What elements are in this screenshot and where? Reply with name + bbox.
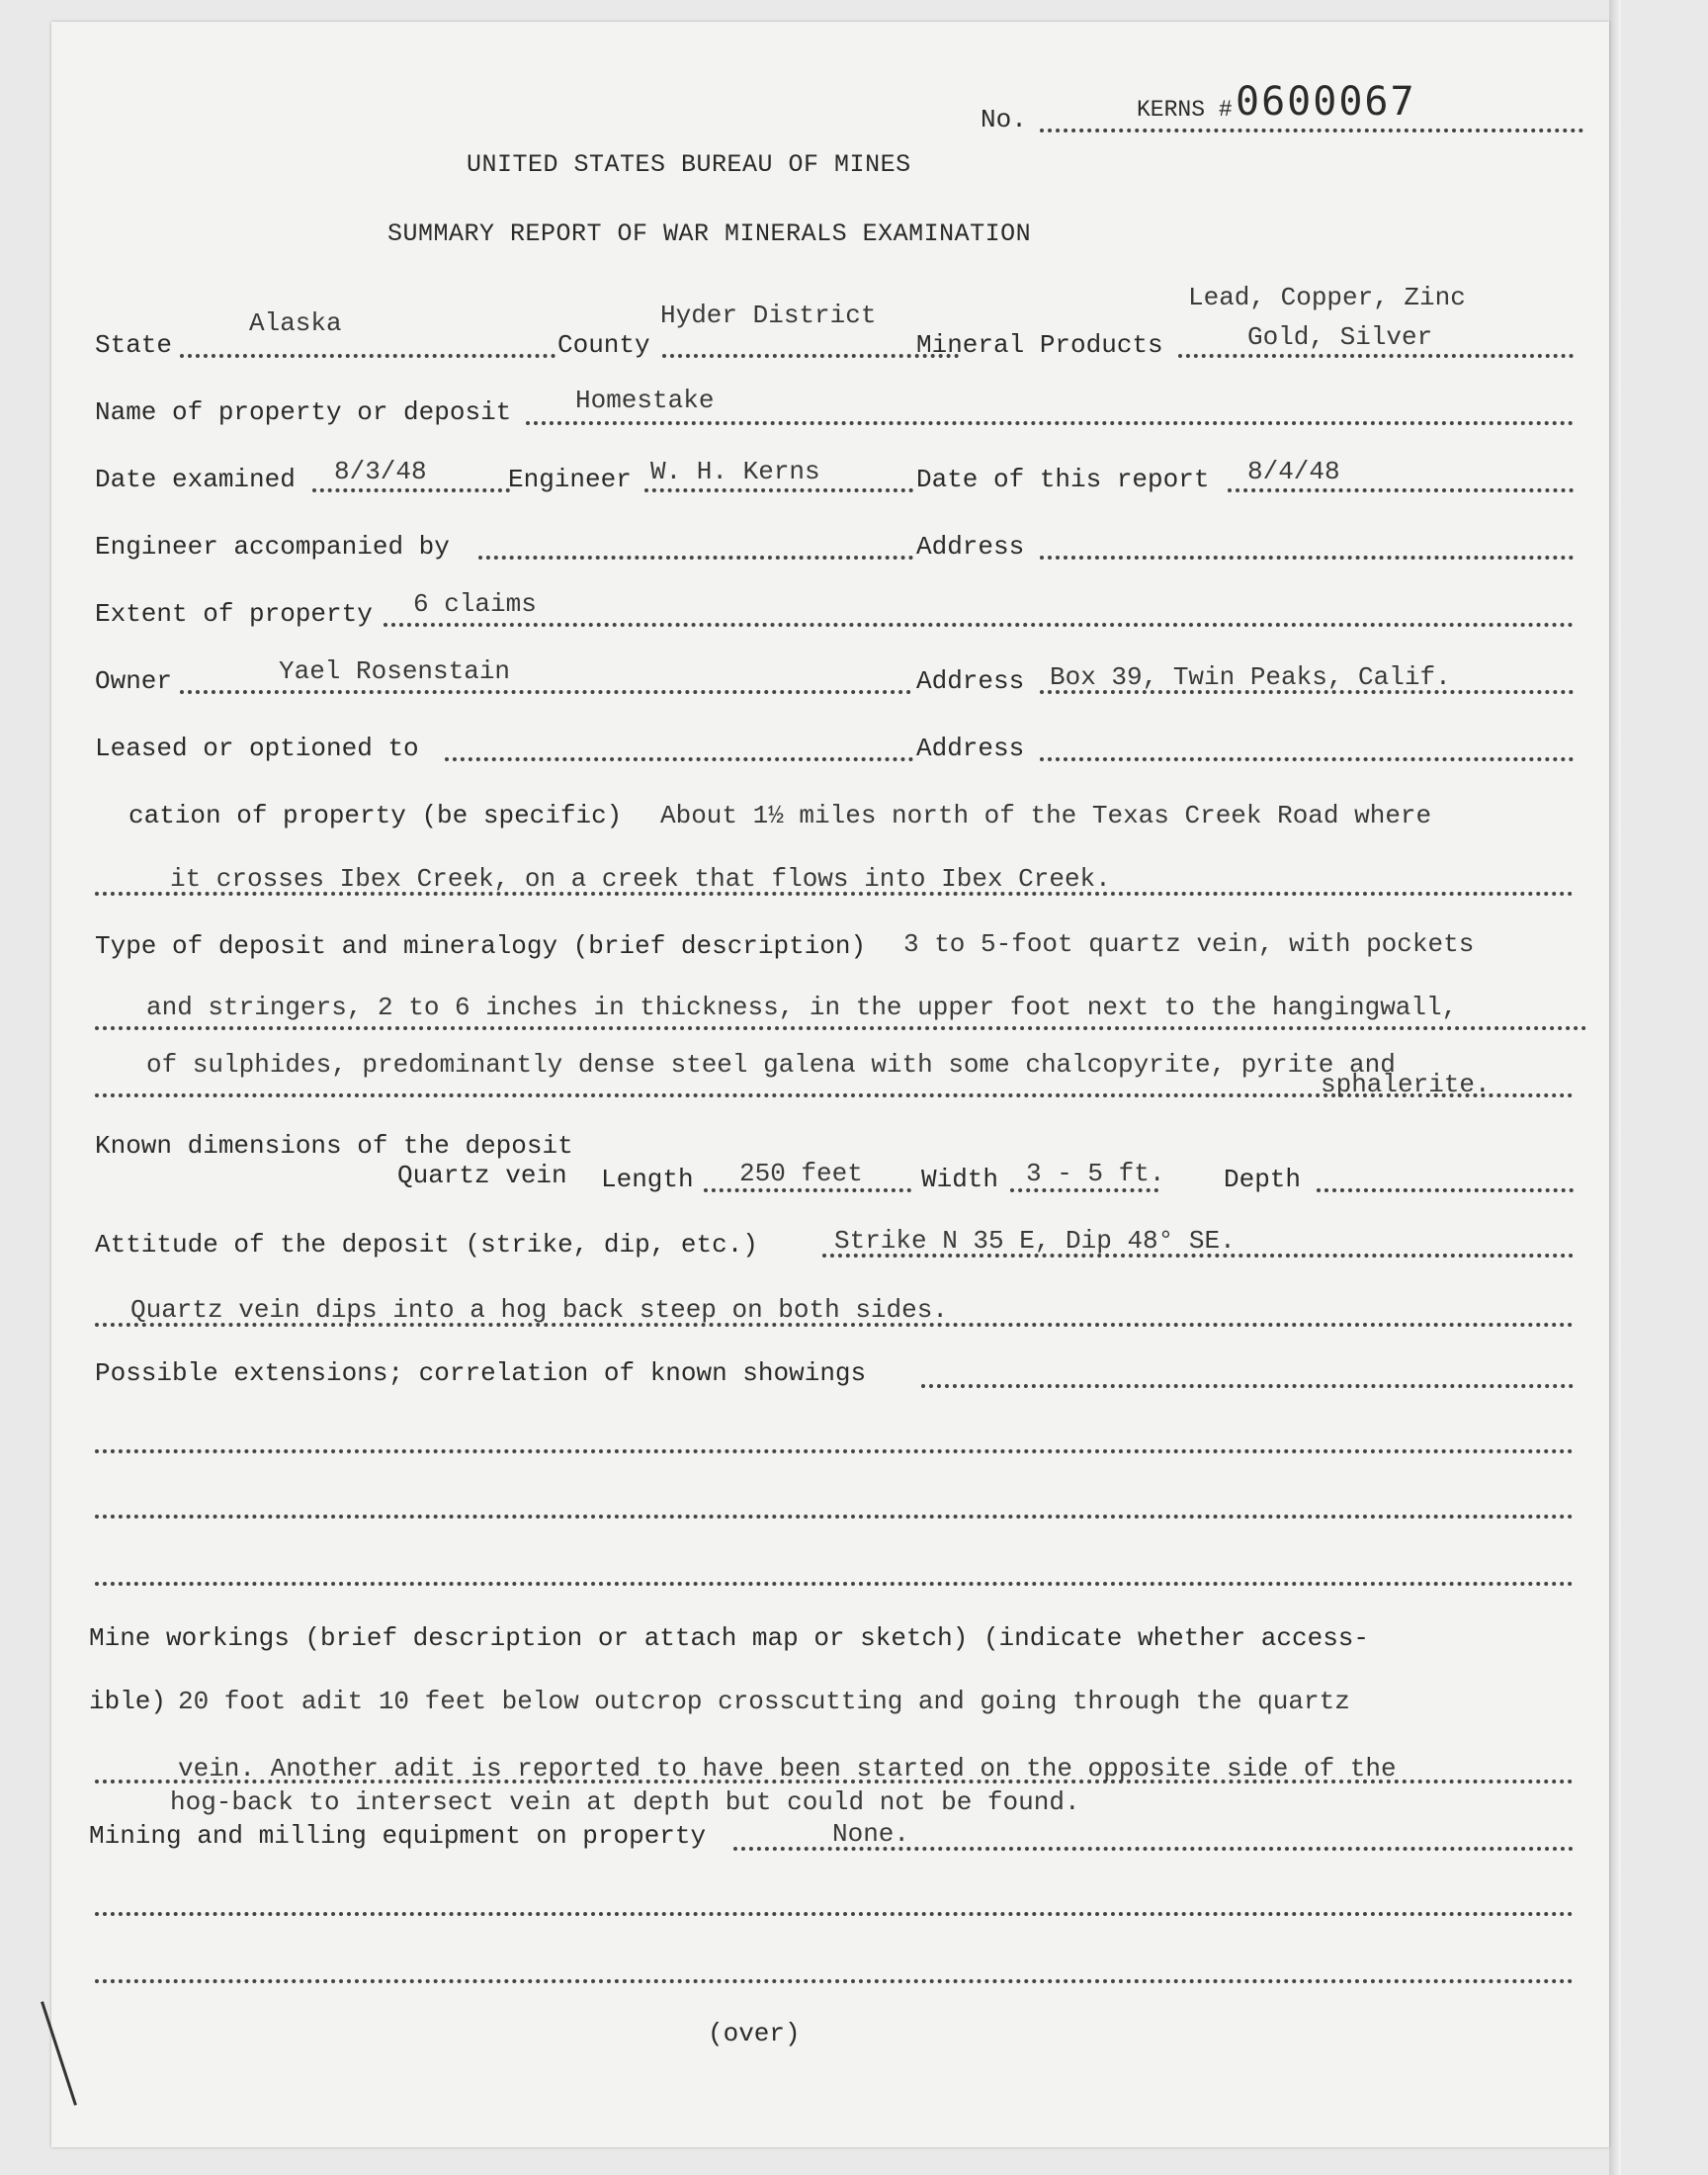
date-examined-value: 8/3/48 xyxy=(334,457,427,486)
location-label: cation of property (be specific) xyxy=(128,801,623,830)
extent-line xyxy=(384,623,1574,627)
equipment-label: Mining and milling equipment on property xyxy=(89,1821,707,1851)
over-footer: (over) xyxy=(708,2019,801,2048)
extent-value: 6 claims xyxy=(413,589,537,619)
report-title: SUMMARY REPORT OF WAR MINERALS EXAMINATION xyxy=(387,219,1032,248)
attitude-line2: Quartz vein dips into a hog back steep on both sides. xyxy=(130,1295,948,1325)
document-page xyxy=(51,22,1609,2147)
dimensions-label: Known dimensions of the deposit xyxy=(95,1131,573,1161)
engineer-line xyxy=(644,488,913,492)
accompanied-label: Engineer accompanied by xyxy=(95,532,450,562)
width-value: 3 - 5 ft. xyxy=(1026,1159,1165,1188)
dimensions-item: Quartz vein xyxy=(397,1161,567,1190)
extent-label: Extent of property xyxy=(95,599,373,629)
workings-label-line2: ible) xyxy=(89,1687,167,1716)
accompanied-line xyxy=(478,556,913,560)
workings-label-line1: Mine workings (brief description or attach map or sketch) (indicate whether access- xyxy=(89,1623,1370,1653)
equipment-line3 xyxy=(95,1979,1574,1983)
deposit-type-line2: and stringers, 2 to 6 inches in thickness, in the upper foot next to the hangingwall, xyxy=(146,993,1458,1022)
property-label: Name of property or deposit xyxy=(95,397,512,427)
date-of-report-label: Date of this report xyxy=(916,465,1210,494)
owner-label: Owner xyxy=(95,666,173,696)
mineral-line xyxy=(1178,354,1574,358)
leased-line xyxy=(445,757,913,761)
width-label: Width xyxy=(921,1165,999,1194)
engineer-label: Engineer xyxy=(508,465,632,494)
document-number-stamp: 0600067 xyxy=(1236,79,1416,125)
attitude-value: Strike N 35 E, Dip 48° SE. xyxy=(834,1226,1236,1256)
location-value-line2: it crosses Ibex Creek, on a creek that flows into Ibex Creek. xyxy=(170,864,1111,894)
agency-name: UNITED STATES BUREAU OF MINES xyxy=(467,150,911,179)
mineral-value-line2: Gold, Silver xyxy=(1247,322,1433,352)
property-value: Homestake xyxy=(575,386,715,415)
deposit-type-line3: of sulphides, predominantly dense steel galena with some chalcopyrite, pyrite and xyxy=(146,1050,1396,1080)
width-line xyxy=(1010,1188,1158,1192)
date-examined-label: Date examined xyxy=(95,465,296,494)
no-label: No. xyxy=(981,105,1027,134)
length-line xyxy=(704,1188,911,1192)
length-value: 250 feet xyxy=(739,1159,863,1188)
property-line xyxy=(526,421,1574,425)
owner-address-value: Box 39, Twin Peaks, Calif. xyxy=(1050,662,1451,692)
extensions-line3 xyxy=(95,1515,1574,1519)
state-value: Alaska xyxy=(249,308,342,338)
county-label: County xyxy=(557,330,650,360)
deposit-type-line2-dots xyxy=(95,1026,1587,1030)
date-examined-line xyxy=(312,488,510,492)
depth-line xyxy=(1317,1188,1574,1192)
length-label: Length xyxy=(601,1165,694,1194)
date-of-report-value: 8/4/48 xyxy=(1247,457,1340,486)
workings-value-line2: vein. Another adit is reported to have been started on the opposite side of the xyxy=(178,1754,1397,1784)
owner-address-label: Address xyxy=(916,666,1025,696)
extensions-line4 xyxy=(95,1582,1574,1586)
accompanied-address-label: Address xyxy=(916,532,1025,562)
owner-line xyxy=(180,690,911,694)
workings-value-line1: 20 foot adit 10 feet below outcrop crosscutting and going through the quartz xyxy=(178,1687,1350,1716)
location-value-line1: About 1½ miles north of the Texas Creek Road where xyxy=(660,801,1432,830)
accompanied-address-line xyxy=(1040,556,1574,560)
scanner-edge xyxy=(1609,0,1621,2175)
mineral-value-line1: Lead, Copper, Zinc xyxy=(1188,283,1466,312)
extensions-label: Possible extensions; correlation of known showings xyxy=(95,1358,867,1388)
attitude-label: Attitude of the deposit (strike, dip, etc.) xyxy=(95,1230,758,1260)
leased-address-label: Address xyxy=(916,734,1025,763)
deposit-type-label: Type of deposit and mineralogy (brief description) xyxy=(95,931,867,961)
leased-address-line xyxy=(1040,757,1574,761)
extensions-line1 xyxy=(921,1384,1574,1388)
workings-value-line3: hog-back to intersect vein at depth but could not be found. xyxy=(170,1787,1080,1817)
date-of-report-line xyxy=(1228,488,1574,492)
no-value: KERNS # xyxy=(1137,97,1233,123)
equipment-line2 xyxy=(95,1912,1574,1916)
leased-label: Leased or optioned to xyxy=(95,734,419,763)
extensions-line2 xyxy=(95,1449,1574,1453)
county-value: Hyder District xyxy=(660,301,877,330)
county-line xyxy=(662,354,959,358)
state-label: State xyxy=(95,330,173,360)
deposit-type-line4: sphalerite. xyxy=(1321,1070,1491,1099)
engineer-value: W. H. Kerns xyxy=(650,457,820,486)
equipment-value: None. xyxy=(832,1819,910,1849)
mineral-products-label: Mineral Products xyxy=(916,330,1163,360)
owner-value: Yael Rosenstain xyxy=(279,656,511,686)
state-line xyxy=(180,354,555,358)
depth-label: Depth xyxy=(1224,1165,1302,1194)
scan-scratch xyxy=(41,2001,77,2106)
deposit-type-line1: 3 to 5-foot quartz vein, with pockets xyxy=(903,929,1475,959)
no-line xyxy=(1040,129,1583,132)
